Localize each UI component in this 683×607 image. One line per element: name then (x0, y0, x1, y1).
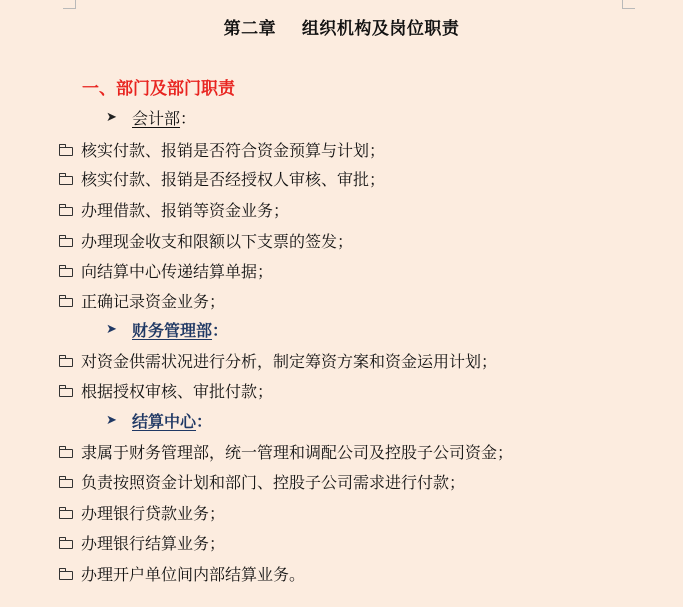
section-heading: 一、部门及部门职责 (82, 79, 235, 99)
margin-corner-mark (63, 0, 76, 9)
list-item-text: 根据授权审核、审批付款； (81, 382, 274, 401)
list-item (58, 440, 513, 463)
list-item-text: 向结算中心传递结算单据； (81, 262, 274, 281)
department-heading (106, 106, 196, 129)
open-folder-icon (58, 446, 81, 458)
list-item-text: 核实付款、报销是否经授权人审核、审批； (81, 170, 386, 189)
open-folder-icon (58, 173, 81, 185)
list-item-text: 负责按照资金计划和部门、控股子公司需求进行付款； (81, 473, 466, 492)
department-suffix: ： (212, 321, 229, 340)
list-item (58, 470, 465, 493)
list-item (58, 562, 305, 585)
open-folder-icon (58, 537, 81, 549)
open-folder-icon (58, 568, 81, 580)
list-item-text: 核实付款、报销是否符合资金预算与计划； (81, 141, 386, 160)
list-item (58, 501, 225, 524)
list-item (58, 289, 225, 312)
list-item (58, 167, 385, 190)
department-suffix: ： (196, 412, 213, 431)
open-folder-icon (58, 385, 81, 397)
list-item-text: 办理银行贷款业务； (81, 504, 226, 523)
department-heading (106, 409, 212, 432)
list-item-text: 办理借款、报销等资金业务； (81, 201, 290, 220)
arrow-right-icon: ➤ (106, 413, 117, 428)
department-name: 结算中心 (132, 412, 197, 431)
open-folder-icon (58, 144, 81, 156)
open-folder-icon (58, 355, 81, 367)
open-folder-icon (58, 476, 81, 488)
list-item-text: 隶属于财务管理部，统一管理和调配公司及控股子公司资金； (81, 443, 514, 462)
open-folder-icon (58, 265, 81, 277)
list-item-text: 办理开户单位间内部结算业务。 (81, 565, 306, 584)
department-heading (106, 318, 228, 341)
department-name: 财务管理部 (132, 321, 213, 340)
list-item (58, 349, 497, 372)
arrow-right-icon: ➤ (106, 110, 117, 125)
list-item-text: 办理现金收支和限额以下支票的签发； (81, 232, 354, 251)
list-item (58, 379, 273, 402)
chapter-title: 第二章 组织机构及岗位职责 (223, 19, 460, 39)
list-item-text: 对资金供需状况进行分析，制定筹资方案和资金运用计划； (81, 352, 498, 371)
department-name: 会计部 (132, 109, 181, 128)
arrow-right-icon: ➤ (106, 322, 117, 337)
list-item (58, 259, 273, 282)
list-item-text: 办理银行结算业务； (81, 534, 226, 553)
open-folder-icon (58, 204, 81, 216)
margin-corner-mark (622, 0, 635, 9)
list-item (58, 531, 225, 554)
open-folder-icon (58, 295, 81, 307)
list-item (58, 198, 289, 221)
list-item (58, 229, 353, 252)
open-folder-icon (58, 235, 81, 247)
open-folder-icon (58, 507, 81, 519)
list-item (58, 138, 385, 161)
department-suffix: ： (180, 109, 197, 128)
list-item-text: 正确记录资金业务； (81, 292, 226, 311)
